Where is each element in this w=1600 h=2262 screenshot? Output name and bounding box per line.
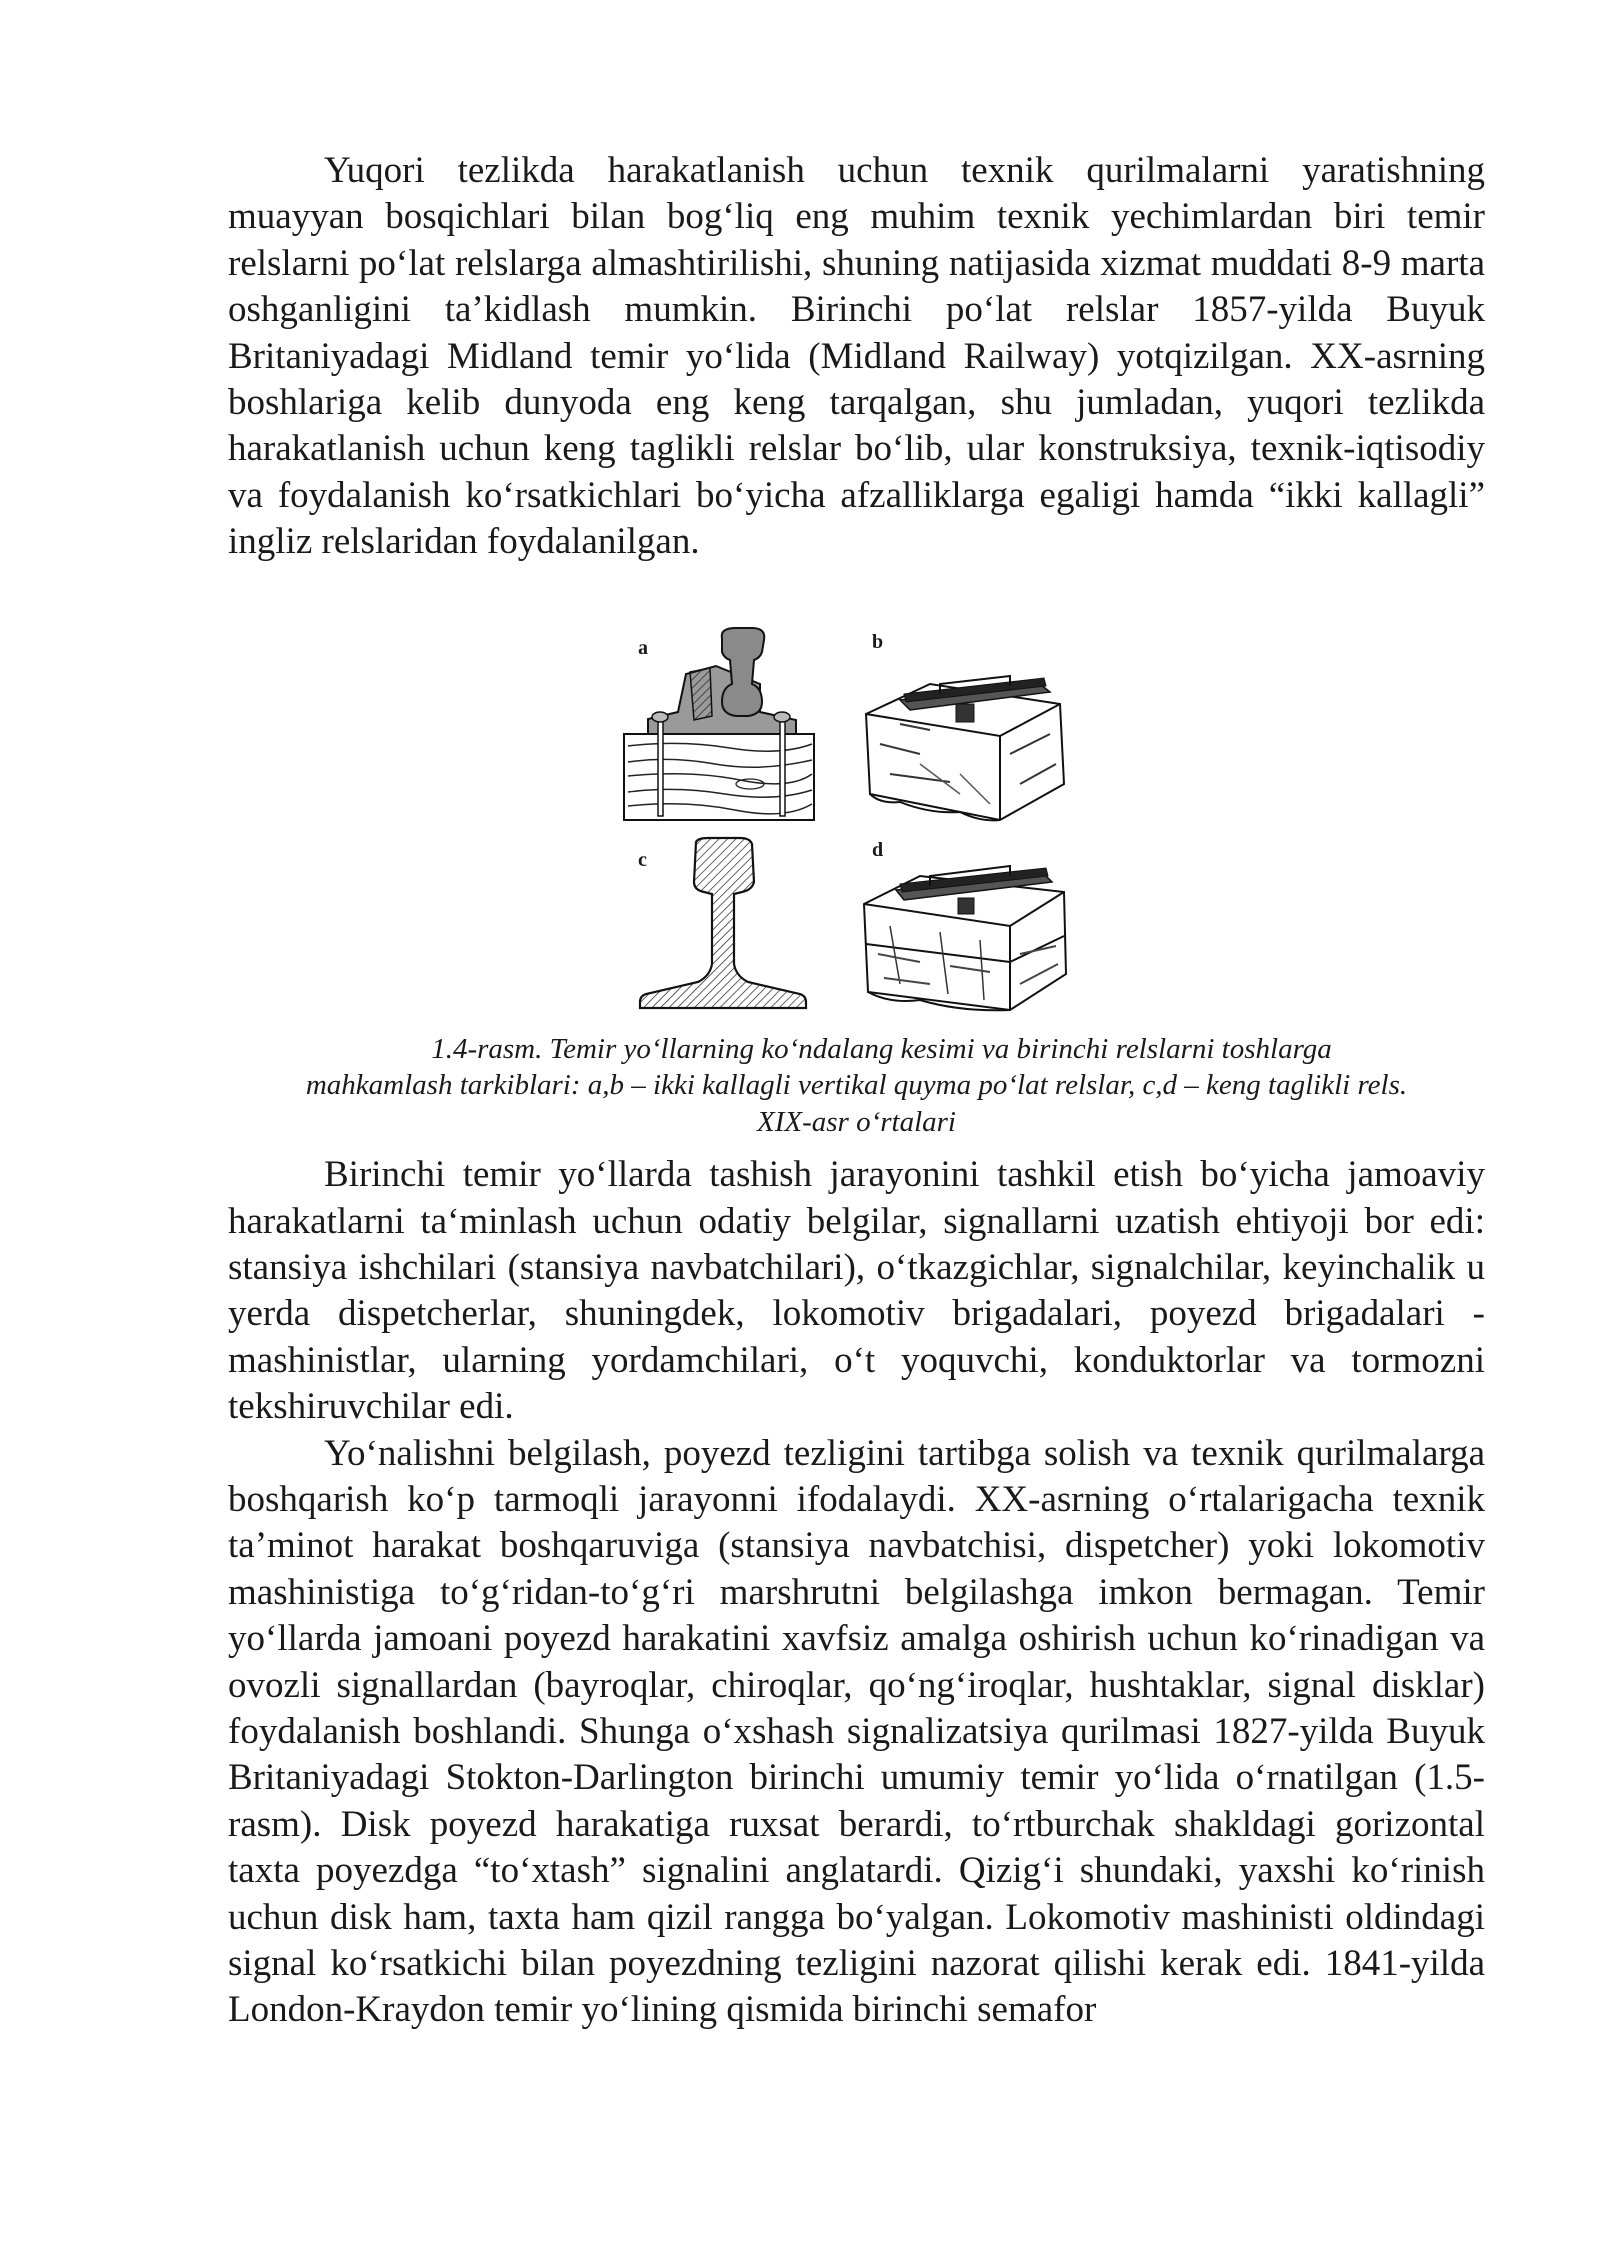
figure-caption — [228, 1031, 1485, 1141]
figure-label-d: d — [872, 838, 884, 861]
paragraph-3: Yo‘nalishni belgilash, poyezd tezligini tartibga solish va texnik qurilmalarga boshqarish ko‘p tarmoqli jarayonni ifodalaydi. XX-asrning o‘rtalarigacha texnik ta’minot harakat boshqaruviga (stansiya navbatchisi, dispetcher) yoki lokomotiv mashinistiga to‘g‘ridan-to‘g‘ri marshrutni belgilashga imkon bermagan. Temir yo‘llarda jamoani poyezd harakatini xavfsiz amalga oshirish uchun ko‘rinadigan va ovozli signallardan (bayroqlar, chiroqlar, qo‘ng‘iroqlar, hushtaklar, signal disklar) foydalanish boshlandi. Shunga o‘xshash signalizatsiya qurilmasi 1827-yilda Buyuk Britaniyadagi Stokton-Darlington birinchi umumiy temir yo‘lida o‘rnatilgan (1.5-rasm). Disk poyezd harakatiga ruxsat berardi, to‘rtburchak shakldagi gorizontal taxta poyezdga “to‘xtash” signalini anglatardi. Qizig‘i shundaki, yaxshi ko‘rinish uchun disk ham, taxta ham qizil rangga bo‘yalgan. Lokomotiv mashinisti oldindagi signal ko‘rsatkichi bilan poyezdning tezligini nazorat qilishi kerak edi. 1841-yilda London-Kraydon temir yo‘lining qismida birinchi semafor — [228, 1432, 1485, 2031]
figure-label-c: c — [638, 848, 647, 871]
figure-caption-line-3: XIX-asr o‘rtalari — [757, 1105, 956, 1138]
flat-bottom-rail-section-illustration — [628, 836, 818, 1014]
figure-label-a: a — [638, 636, 648, 659]
double-head-rail-chair-illustration — [620, 624, 820, 824]
figure-caption-line-1: 1.4-rasm. Temir yo‘llarning ko‘ndalang kesimi va birinchi relslarni toshlarga — [431, 1032, 1332, 1065]
figure-caption-line-2: mahkamlash tarkiblari: a,b – ikki kallagli vertikal quyma po‘lat relslar, c,d – keng taglikli rels. — [305, 1069, 1408, 1102]
figure-label-b: b — [872, 630, 884, 653]
paragraph-2: Birinchi temir yo‘llarda tashish jarayonini tashkil etish bo‘yicha jamoaviy harakatlarni ta‘minlash uchun odatiy belgilar, signallarni uzatish ehtiyoji bor edi: stansiya ishchilari (stansiya navbatchilari), o‘tkazgichlar, signalchilar, keyinchalik u yerda dispetcherlar, shuningdek, lokomotiv brigadalari, poyezd brigadalari - mashinistlar, ularning yordamchilari, o‘t yoquvchi, konduktorlar va tormozni tekshiruvchilar edi. — [228, 1154, 1485, 1428]
rail-figure — [228, 614, 1485, 1019]
rail-on-stone-block-illustration — [860, 654, 1070, 824]
body-section-2 — [228, 1152, 1485, 2034]
document-page — [228, 148, 1485, 2034]
rail-on-split-stones-illustration — [860, 854, 1072, 1014]
paragraph-1: Yuqori tezlikda harakatlanish uchun texnik qurilmalarni yaratishning muayyan bosqichlari bilan bog‘liq eng muhim texnik yechimlardan biri temir relslarni po‘lat relslarga almashtirilishi, shuning natijasida xizmat muddati 8-9 marta oshganligini ta’kidlash mumkin. Birinchi po‘lat relslar 1857-yilda Buyuk Britaniyadagi Midland temir yo‘lida (Midland Railway) yotqizilgan. XX-asrning boshlariga kelib dunyoda eng keng tarqalgan, shu jumladan, yuqori tezlikda harakatlanish uchun keng taglikli relslar bo‘lib, ular konstruksiya, texnik-iqtisodiy va foydalanish ko‘rsatkichlari bo‘yicha afzalliklarga egaligi hamda “ikki kallagli” ingliz relslaridan foydalanilgan. — [228, 150, 1485, 563]
